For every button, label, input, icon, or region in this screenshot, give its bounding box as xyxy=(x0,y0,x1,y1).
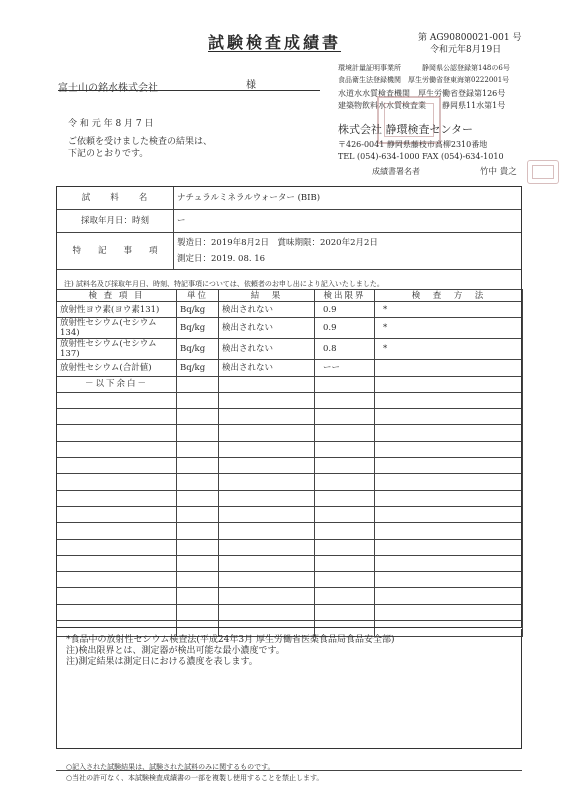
unit-cell xyxy=(177,555,219,571)
result-row xyxy=(57,458,523,474)
sample-info-table xyxy=(56,186,522,270)
unit-cell xyxy=(177,490,219,506)
result-cell: 検出されない xyxy=(219,339,315,360)
limit-cell: 0.9 xyxy=(315,302,375,318)
result-cell xyxy=(219,506,315,522)
result-cell xyxy=(219,490,315,506)
method-cell: * xyxy=(375,302,523,318)
footer-line-2: ○当社の許可なく、本試験検査成績書の一部を複製し使用することを禁止します。 xyxy=(66,774,324,782)
unit-cell xyxy=(177,458,219,474)
unit-cell xyxy=(177,441,219,457)
method-cell xyxy=(375,588,523,604)
unit-cell xyxy=(177,539,219,555)
result-cell xyxy=(219,474,315,490)
result-row xyxy=(57,302,523,318)
sample-row xyxy=(57,187,522,210)
intro-line-2: 下記のとおりです。 xyxy=(68,149,149,159)
result-row xyxy=(57,588,523,604)
result-row xyxy=(57,539,523,555)
unit-cell xyxy=(177,572,219,588)
method-cell xyxy=(375,392,523,408)
result-row xyxy=(57,555,523,571)
result-row xyxy=(57,409,523,425)
result-cell: 検出されない xyxy=(219,302,315,318)
limit-cell xyxy=(315,441,375,457)
header-method: 検 査 方 法 xyxy=(375,290,523,302)
method-cell xyxy=(375,555,523,571)
item-cell xyxy=(57,604,177,620)
lab-company-name: 株式会社 静環検査センター xyxy=(338,123,474,136)
method-cell xyxy=(375,409,523,425)
limit-cell xyxy=(315,458,375,474)
item-cell xyxy=(57,539,177,555)
unit-cell: Bq/kg xyxy=(177,360,219,376)
item-cell xyxy=(57,523,177,539)
note-method: *食品中の放射性セシウム検査法(平成24年3月 厚生労働省医薬食品局食品安全部) xyxy=(66,635,395,645)
item-cell: 放射性セシウム(合計値) xyxy=(57,360,177,376)
method-cell: * xyxy=(375,318,523,339)
method-cell xyxy=(375,441,523,457)
limit-cell xyxy=(315,409,375,425)
header-result: 結 果 xyxy=(219,290,315,302)
limit-cell xyxy=(315,506,375,522)
collected-row xyxy=(57,210,522,233)
result-row xyxy=(57,392,523,408)
sample-name-value: ナチュラルミネラルウォーター (BIB) xyxy=(174,187,522,210)
note-top: 注) 試料名及び採取年月日、時刻、特記事項については、依頼者のお申し出により記入いたしました。 xyxy=(64,280,384,288)
result-row xyxy=(57,523,523,539)
unit-cell xyxy=(177,376,219,392)
remarks-line-1: 製造日：2019年8月2日 賞味期限：2020年2月2日 xyxy=(177,238,378,248)
item-cell xyxy=(57,490,177,506)
remarks-line-2: 測定日：2019. 08. 16 xyxy=(177,254,266,264)
method-cell xyxy=(375,572,523,588)
method-cell xyxy=(375,506,523,522)
unit-cell xyxy=(177,474,219,490)
item-cell xyxy=(57,474,177,490)
limit-cell xyxy=(315,490,375,506)
method-cell xyxy=(375,425,523,441)
lab-phone: TEL (054)-634-1000 FAX (054)-634-1010 xyxy=(338,152,504,161)
limit-cell xyxy=(315,555,375,571)
result-row xyxy=(57,506,523,522)
item-cell xyxy=(57,572,177,588)
sample-name-label: 試 料 名 xyxy=(57,187,174,210)
result-row xyxy=(57,339,523,360)
result-row xyxy=(57,474,523,490)
registration-3: 水道水水質検査機関 厚生労働省登録第126号 xyxy=(338,89,506,98)
method-cell xyxy=(375,474,523,490)
unit-cell xyxy=(177,604,219,620)
results-table xyxy=(56,289,523,637)
limit-cell: 0.9 xyxy=(315,318,375,339)
result-row xyxy=(57,572,523,588)
result-cell xyxy=(219,425,315,441)
client-honorific: 様 xyxy=(246,80,256,91)
method-cell xyxy=(375,490,523,506)
limit-cell xyxy=(315,474,375,490)
result-row xyxy=(57,604,523,620)
lab-address: 〒426-0041 静岡県藤枝市高柳2310番地 xyxy=(338,140,488,149)
item-cell: 放射性ヨウ素(ヨウ素131) xyxy=(57,302,177,318)
result-row xyxy=(57,360,523,376)
item-cell: －以下余白－ xyxy=(57,376,177,392)
item-cell: 放射性セシウム(セシウム137) xyxy=(57,339,177,360)
limit-cell xyxy=(315,539,375,555)
method-cell xyxy=(375,458,523,474)
result-row xyxy=(57,441,523,457)
result-cell xyxy=(219,539,315,555)
result-cell xyxy=(219,604,315,620)
unit-cell xyxy=(177,392,219,408)
signer-label: 成績書署名者 xyxy=(372,167,420,176)
header-limit: 検出限界 xyxy=(315,290,375,302)
result-row xyxy=(57,376,523,392)
issue-date: 令和元年8月19日 xyxy=(430,45,502,55)
limit-cell xyxy=(315,376,375,392)
result-cell xyxy=(219,392,315,408)
signer-name: 竹中 貴之 xyxy=(480,167,517,177)
remarks-cell xyxy=(174,233,522,270)
result-cell xyxy=(219,376,315,392)
header-item: 検 査 項 目 xyxy=(57,290,177,302)
registration-2: 食品衛生法登録機関 厚生労働省登東海第0222001号 xyxy=(338,76,510,84)
intro-line-1: ご依頼を受けました検査の結果は、 xyxy=(68,137,213,147)
result-cell xyxy=(219,555,315,571)
item-cell xyxy=(57,588,177,604)
limit-cell xyxy=(315,523,375,539)
method-cell xyxy=(375,523,523,539)
item-cell xyxy=(57,425,177,441)
limit-cell xyxy=(315,588,375,604)
result-row xyxy=(57,490,523,506)
result-cell: 検出されない xyxy=(219,318,315,339)
registration-1: 環境計量証明事業所 静岡県公認登録第148の6号 xyxy=(338,64,510,72)
limit-cell xyxy=(315,604,375,620)
item-cell xyxy=(57,392,177,408)
limit-cell xyxy=(315,425,375,441)
limit-cell xyxy=(315,572,375,588)
result-cell xyxy=(219,441,315,457)
unit-cell xyxy=(177,409,219,425)
method-cell xyxy=(375,539,523,555)
item-cell xyxy=(57,555,177,571)
header-unit: 単位 xyxy=(177,290,219,302)
notes-box xyxy=(56,629,522,749)
result-cell xyxy=(219,523,315,539)
request-date: 令 和 元 年 8 月 7 日 xyxy=(68,119,154,129)
note-detection-limit: 注)検出限界とは、測定器が検出可能な最小濃度です。 xyxy=(66,646,285,656)
limit-cell: ーー xyxy=(315,360,375,376)
result-row xyxy=(57,425,523,441)
result-cell: 検出されない xyxy=(219,360,315,376)
client-line xyxy=(58,76,320,94)
method-cell xyxy=(375,376,523,392)
result-cell xyxy=(219,409,315,425)
result-cell xyxy=(219,588,315,604)
unit-cell: Bq/kg xyxy=(177,339,219,360)
unit-cell: Bq/kg xyxy=(177,302,219,318)
method-cell xyxy=(375,604,523,620)
item-cell: 放射性セシウム(セシウム134) xyxy=(57,318,177,339)
remarks-label: 特 記 事 項 xyxy=(57,233,174,270)
collected-label: 採取年月日：時刻 xyxy=(57,210,174,233)
remarks-row xyxy=(57,233,522,270)
note-measurement: 注)測定結果は測定日における濃度を表します。 xyxy=(66,657,258,667)
company-seal-stamp xyxy=(377,96,441,144)
method-cell xyxy=(375,360,523,376)
unit-cell: Bq/kg xyxy=(177,318,219,339)
client-name: 富士山の銘水株式会社 xyxy=(58,83,158,94)
unit-cell xyxy=(177,523,219,539)
unit-cell xyxy=(177,588,219,604)
unit-cell xyxy=(177,506,219,522)
limit-cell xyxy=(315,392,375,408)
result-cell xyxy=(219,572,315,588)
item-cell xyxy=(57,506,177,522)
signer-seal-stamp xyxy=(527,160,559,184)
unit-cell xyxy=(177,425,219,441)
results-header-row xyxy=(57,290,523,302)
limit-cell: 0.8 xyxy=(315,339,375,360)
document-title: 試験検査成績書 xyxy=(208,33,342,52)
item-cell xyxy=(57,458,177,474)
item-cell xyxy=(57,441,177,457)
result-cell xyxy=(219,458,315,474)
collected-value: ー xyxy=(174,210,522,233)
method-cell: * xyxy=(375,339,523,360)
item-cell xyxy=(57,409,177,425)
footer-line-1: ○記入された試験結果は、試験された試料のみに関するものです。 xyxy=(66,763,275,771)
registration-4: 建築物飲料水水質検査業 静岡県11水第1号 xyxy=(338,101,506,110)
document-number: 第 AG90800021-001 号 xyxy=(418,33,522,43)
result-row xyxy=(57,318,523,339)
